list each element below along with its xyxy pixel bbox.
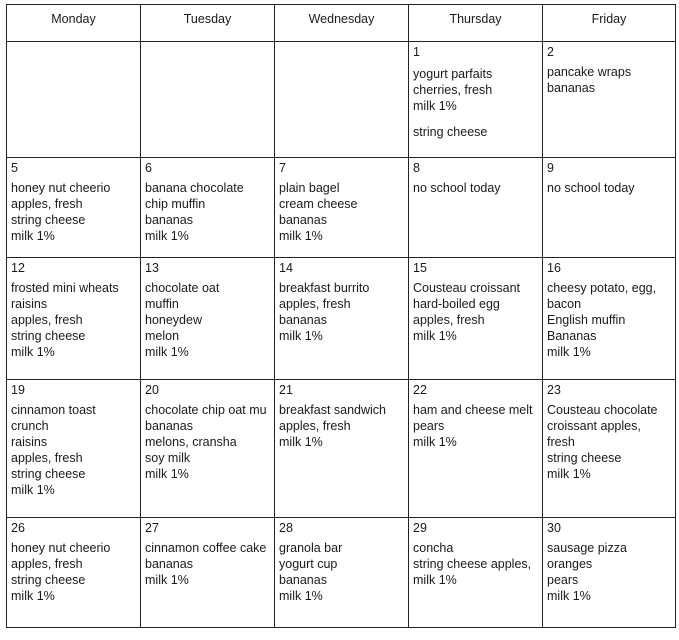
menu-item: breakfast sandwich — [279, 403, 387, 417]
menu-item: muffin — [145, 297, 179, 311]
day-number: 16 — [547, 261, 561, 275]
menu-item: granola bar — [279, 541, 343, 555]
menu-item: milk 1% — [145, 573, 189, 587]
menu-item: milk 1% — [11, 229, 55, 243]
menu-item: bananas — [547, 81, 595, 95]
day-cell — [275, 42, 409, 158]
menu-item: oranges — [547, 557, 593, 571]
day-number: 22 — [413, 383, 427, 397]
day-number: 2 — [547, 45, 554, 59]
day-number: 26 — [11, 521, 25, 535]
day-number: 6 — [145, 161, 152, 175]
menu-item: milk 1% — [11, 589, 55, 603]
day-cell — [141, 158, 275, 258]
day-cell — [543, 380, 676, 518]
menu-item: pancake wraps — [547, 65, 632, 79]
menu-item: string cheese — [11, 213, 86, 227]
menu-item: milk 1% — [145, 467, 189, 481]
menu-item: apples, fresh — [11, 197, 83, 211]
menu-item: concha — [413, 541, 454, 555]
menu-item: string cheese — [547, 451, 622, 465]
day-number: 29 — [413, 521, 427, 535]
day-cell — [409, 42, 543, 158]
menu-item: cheesy potato, egg, — [547, 281, 657, 295]
day-cell — [409, 258, 543, 380]
menu-item: croissant apples, — [547, 419, 641, 433]
menu-item: yogurt parfaits — [413, 67, 493, 81]
week-row — [7, 518, 676, 628]
menu-item: melons, cransha — [145, 435, 237, 449]
menu-item: ham and cheese melt — [413, 403, 533, 417]
day-cell — [543, 158, 676, 258]
menu-item: soy milk — [145, 451, 191, 465]
menu-item: no school today — [413, 181, 501, 195]
day-cell — [275, 258, 409, 380]
menu-item: honey nut cheerio — [11, 541, 111, 555]
day-number: 28 — [279, 521, 293, 535]
menu-item: no school today — [547, 181, 635, 195]
menu-item: milk 1% — [413, 99, 457, 113]
menu-item: milk 1% — [145, 229, 189, 243]
menu-item: bananas — [279, 573, 327, 587]
menu-item: fresh — [547, 435, 575, 449]
menu-item: milk 1% — [413, 435, 457, 449]
menu-item: raisins — [11, 297, 48, 311]
day-number: 9 — [547, 161, 554, 175]
menu-item: yogurt cup — [279, 557, 338, 571]
menu-item: milk 1% — [413, 573, 457, 587]
menu-item: cinnamon toast — [11, 403, 96, 417]
menu-item: milk 1% — [547, 345, 591, 359]
menu-item: apples, fresh — [279, 419, 351, 433]
menu-item: chocolate chip oat mu — [145, 403, 267, 417]
calendar-body — [7, 42, 676, 628]
day-cell — [7, 258, 141, 380]
menu-item: hard-boiled egg — [413, 297, 500, 311]
menu-item: milk 1% — [547, 467, 591, 481]
menu-item: pears — [413, 419, 445, 433]
menu-item: milk 1% — [547, 589, 591, 603]
day-number: 14 — [279, 261, 293, 275]
header-friday: Friday — [543, 5, 676, 42]
menu-item: bananas — [145, 419, 193, 433]
day-number: 15 — [413, 261, 427, 275]
menu-item: bananas — [145, 213, 193, 227]
day-cell — [7, 42, 141, 158]
menu-item: milk 1% — [279, 589, 323, 603]
menu-item: bananas — [279, 213, 327, 227]
day-cell — [543, 258, 676, 380]
menu-item: honey nut cheerio — [11, 181, 111, 195]
menu-item: banana chocolate — [145, 181, 244, 195]
day-number: 7 — [279, 161, 286, 175]
week-row — [7, 380, 676, 518]
menu-item: milk 1% — [145, 345, 189, 359]
header-wednesday: Wednesday — [275, 5, 409, 42]
menu-item: melon — [145, 329, 180, 343]
menu-item: pears — [547, 573, 579, 587]
menu-item: milk 1% — [413, 329, 457, 343]
menu-item: bacon — [547, 297, 582, 311]
day-number: 13 — [145, 261, 159, 275]
menu-item: milk 1% — [279, 435, 323, 449]
day-cell — [7, 380, 141, 518]
menu-item: cherries, fresh — [413, 83, 493, 97]
day-cell — [275, 380, 409, 518]
menu-item: apples, fresh — [413, 313, 485, 327]
menu-item: bananas — [145, 557, 193, 571]
menu-item: Cousteau chocolate — [547, 403, 658, 417]
day-cell — [409, 518, 543, 628]
day-cell — [543, 42, 676, 158]
menu-item: apples, fresh — [11, 557, 83, 571]
day-cell — [7, 518, 141, 628]
week-row — [7, 258, 676, 380]
day-number: 27 — [145, 521, 159, 535]
day-cell — [141, 518, 275, 628]
menu-item: apples, fresh — [11, 313, 83, 327]
menu-item: breakfast burrito — [279, 281, 370, 295]
menu-item: plain bagel — [279, 181, 340, 195]
day-cell — [275, 518, 409, 628]
day-cell — [141, 380, 275, 518]
week-row — [7, 42, 676, 158]
menu-item: milk 1% — [11, 345, 55, 359]
menu-item: string cheese — [413, 125, 488, 139]
day-number: 21 — [279, 383, 293, 397]
menu-item: sausage pizza — [547, 541, 627, 555]
menu-item: milk 1% — [279, 229, 323, 243]
day-number: 8 — [413, 161, 420, 175]
menu-item: apples, fresh — [279, 297, 351, 311]
header-monday: Monday — [7, 5, 141, 42]
day-cell — [7, 158, 141, 258]
day-number: 5 — [11, 161, 18, 175]
header-tuesday: Tuesday — [141, 5, 275, 42]
menu-item: raisins — [11, 435, 48, 449]
menu-item: cinnamon coffee cake — [145, 541, 267, 555]
menu-item: English muffin — [547, 313, 626, 327]
day-cell — [141, 42, 275, 158]
menu-item: cream cheese — [279, 197, 358, 211]
day-number: 1 — [413, 45, 420, 59]
header-thursday: Thursday — [409, 5, 543, 42]
menu-item: honeydew — [145, 313, 202, 327]
day-number: 20 — [145, 383, 159, 397]
calendar-table — [6, 4, 676, 628]
menu-item: chip muffin — [145, 197, 206, 211]
menu-item: Cousteau croissant — [413, 281, 521, 295]
menu-item: Bananas — [547, 329, 597, 343]
day-cell — [409, 158, 543, 258]
day-number: 12 — [11, 261, 25, 275]
menu-item: bananas — [279, 313, 327, 327]
menu-item: string cheese — [11, 467, 86, 481]
menu-item: apples, fresh — [11, 451, 83, 465]
menu-item: frosted mini wheats — [11, 281, 119, 295]
day-cell — [543, 518, 676, 628]
menu-item: milk 1% — [279, 329, 323, 343]
menu-item: milk 1% — [11, 483, 55, 497]
menu-item: string cheese — [11, 329, 86, 343]
week-row — [7, 158, 676, 258]
menu-item: crunch — [11, 419, 49, 433]
menu-item: string cheese — [11, 573, 86, 587]
menu-item: string cheese apples, — [413, 557, 532, 571]
day-cell — [409, 380, 543, 518]
day-number: 23 — [547, 383, 561, 397]
menu-item: chocolate oat — [145, 281, 220, 295]
day-cell — [275, 158, 409, 258]
weekday-header-row — [7, 5, 676, 42]
day-cell — [141, 258, 275, 380]
day-number: 19 — [11, 383, 25, 397]
day-number: 30 — [547, 521, 561, 535]
